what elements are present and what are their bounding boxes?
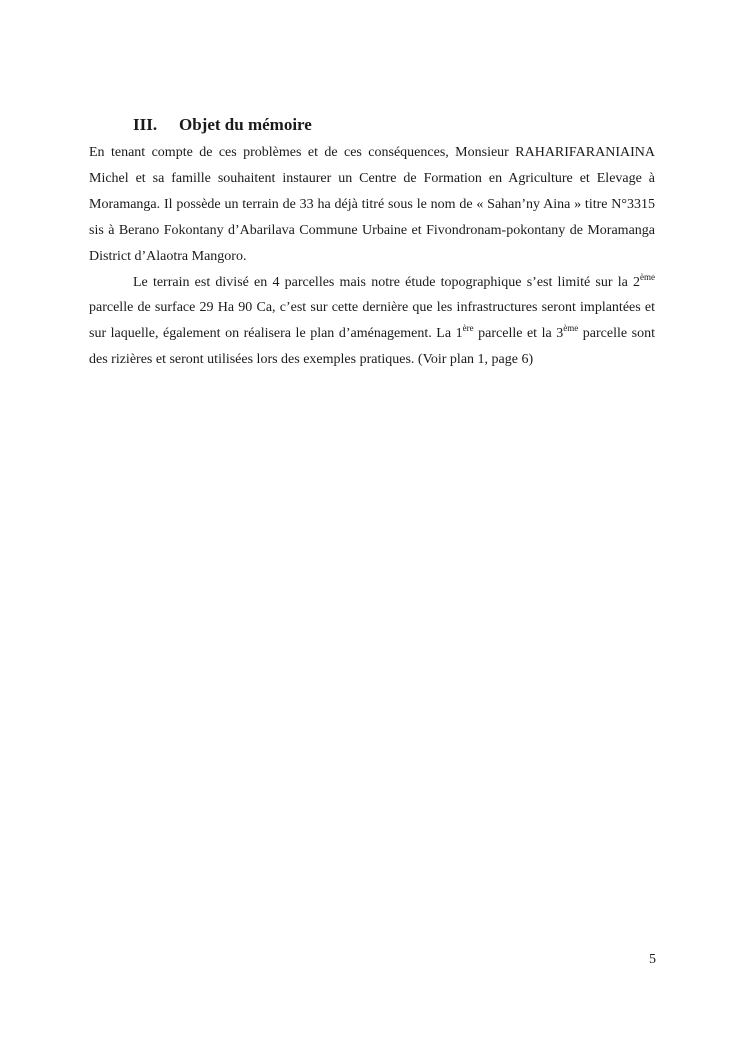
paragraph-1: En tenant compte de ces problèmes et de ces conséquences, Monsieur RAHARIFARANIAINA Michel et sa famille souhaitent instaurer un Centre de Formation en Agriculture et Elevage à Moramanga. Il possède un terrain de 33 ha déjà titré sous le nom de « Sahan’ny Aina » titre N°3315 sis à Berano Fokontany d’Abarilava Commune Urbaine et Fivondronam-pokontany de Moramanga District d’Alaotra Mangoro. <box>89 145 655 264</box>
ordinal-2-suffix: ème <box>640 271 655 282</box>
ordinal-1-number: 1 <box>455 326 463 342</box>
body-text <box>89 140 655 373</box>
section-heading <box>133 114 312 136</box>
paragraph-2-part-2: parcelle de surface 29 Ha 90 Ca, c’est sur cette dernière que les infrastructures seront implantées et sur laquelle, également on réalisera le plan d’aménagement. La <box>89 300 655 342</box>
ordinal-1-suffix: ère <box>462 323 474 334</box>
paragraph-2-part-1: Le terrain est divisé en 4 parcelles mais notre étude topographique s’est limité sur la <box>133 274 633 290</box>
section-number: III. <box>133 115 158 134</box>
paragraph-2 <box>89 270 655 374</box>
page-number: 5 <box>649 952 656 967</box>
ordinal-2-number: 2 <box>633 274 640 290</box>
ordinal-3-suffix: ème <box>563 323 579 334</box>
ordinal-3-number: 3 <box>556 326 564 342</box>
paragraph-2-part-3: parcelle et la <box>473 326 557 342</box>
paragraph-2-part-4: parcelle sont des rizières et seront utilisées lors des exemples pratiques. (Voir plan 1, page 6) <box>89 326 655 368</box>
section-title: Objet du mémoire <box>179 115 312 134</box>
